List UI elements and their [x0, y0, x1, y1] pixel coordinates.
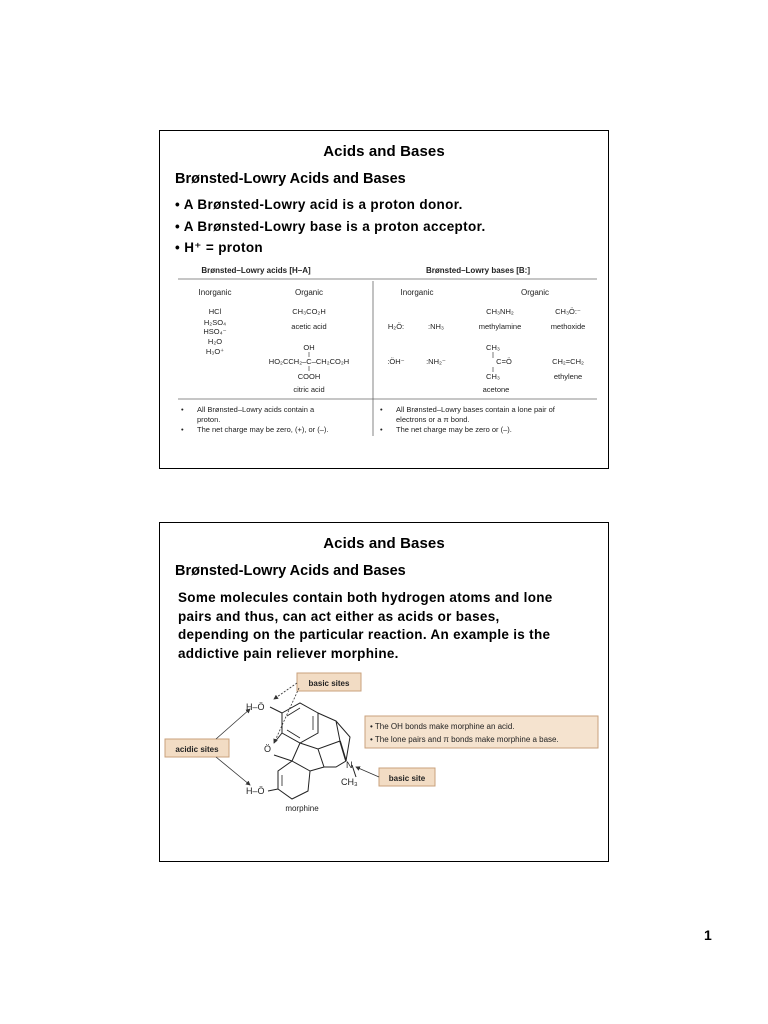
paragraph-line: pairs and thus, can act either as acids or bases, — [178, 608, 500, 624]
citric-acid-oh: OH — [303, 343, 315, 352]
methylamine-name: methylamine — [478, 322, 522, 331]
morphine-note-1: • The OH bonds make morphine an acid. — [370, 722, 515, 731]
acid-base-table — [160, 131, 610, 470]
ring-o-bond-right — [274, 755, 292, 761]
bottom-oh-bond — [268, 789, 278, 791]
acid-h3o: H₃O⁺ — [205, 347, 225, 356]
acid-note-bullet-1: • — [181, 405, 184, 414]
site-arrows — [216, 683, 379, 785]
methyl-label: CH₃ — [341, 777, 358, 787]
basic-site-label: basic site — [388, 774, 426, 783]
acid-h2o: H₂O — [207, 337, 223, 346]
acetic-acid-formula: CH₃CO₂H — [292, 307, 326, 316]
citric-acid-cooh: COOH — [297, 372, 321, 381]
basic-sites-label: basic sites — [308, 679, 350, 688]
methoxide-formula: CH₃Ö:⁻ — [555, 307, 581, 316]
morphine-name: morphine — [285, 804, 319, 813]
middle-ring — [300, 713, 340, 749]
slide-1-title: Acids and Bases — [323, 143, 445, 160]
citric-acid-name: citric acid — [293, 385, 325, 394]
base-note-1b: electrons or a π bond. — [396, 415, 470, 424]
lower-ring — [278, 743, 310, 799]
acid-note-1: All Brønsted–Lowry acids contain a — [197, 405, 315, 414]
acetone-ch3-top: CH₃ — [486, 343, 500, 352]
citric-acid-chain: HO₂CCH₂–C–CH₂CO₂H — [268, 357, 350, 366]
acetone-name: acetone — [482, 385, 510, 394]
acidic-sites-label: acidic sites — [175, 745, 219, 754]
wedge-bond — [340, 741, 346, 761]
arrow-basic-n — [356, 767, 379, 777]
acid-note-2: The net charge may be zero, (+), or (–). — [197, 425, 329, 434]
bridge-bonds — [310, 749, 324, 771]
bases-header: Brønsted–Lowry bases [B:] — [425, 266, 531, 275]
paragraph-line: addictive pain reliever morphine. — [178, 645, 399, 661]
bases-inorganic-header: Inorganic — [400, 288, 434, 297]
arrow-basic-top-o — [274, 683, 297, 699]
slide-2 — [159, 522, 609, 862]
ring-oxygen-label: Ö — [264, 744, 272, 754]
nitrogen-label: N — [346, 760, 353, 770]
base-ammonia: :NH₃ — [428, 322, 444, 331]
acetone-carbonyl: C=Ö — [496, 357, 512, 366]
bullet-proton: • H⁺ = proton — [175, 237, 486, 259]
acid-h2so4: H₂SO₄ — [203, 318, 227, 327]
base-amide: :NH₂⁻ — [426, 357, 446, 366]
acids-inorganic-header: Inorganic — [198, 288, 232, 297]
base-water: H₂Ö: — [387, 322, 405, 331]
bullet-base-definition: • A Brønsted-Lowry base is a proton acceptor. — [175, 216, 486, 238]
bullet-acid-definition: • A Brønsted-Lowry acid is a proton donor. — [175, 194, 486, 216]
methoxide-name: methoxide — [550, 322, 586, 331]
slide-2-subtitle: Brønsted-Lowry Acids and Bases — [175, 563, 406, 579]
aromatic-inner-bonds — [287, 708, 313, 738]
base-hydroxide: :ÖH⁻ — [387, 357, 405, 366]
paragraph-line: Some molecules contain both hydrogen atoms and lone — [178, 590, 553, 605]
slide-1-subtitle: Brønsted-Lowry Acids and Bases — [175, 171, 406, 187]
base-note-bullet-1: • — [380, 405, 383, 414]
acetone-ch3-bottom: CH₃ — [486, 372, 500, 381]
paragraph-line: depending on the particular reaction. An example is the — [178, 627, 551, 642]
acid-note-bullet-2: • — [181, 425, 184, 434]
bases-organic-header: Organic — [520, 288, 550, 297]
ethylene-name: ethylene — [553, 372, 583, 381]
n-methyl-bond — [352, 765, 356, 777]
morphine-figure — [160, 523, 610, 863]
base-note-2: The net charge may be zero or (–). — [396, 425, 512, 434]
arrow-acidic-top — [216, 709, 250, 739]
top-hydroxyl-label: H–Ö — [246, 702, 265, 712]
methylamine-formula: CH₃NH₂ — [486, 307, 514, 316]
morphine-note-2: • The lone pairs and π bonds make morphine a base. — [370, 735, 559, 744]
acid-hcl: HCl — [208, 307, 222, 316]
ethylene-formula: CH₂=CH₂ — [552, 357, 584, 366]
base-note-bullet-2: • — [380, 425, 383, 434]
page-number: 1 — [704, 927, 712, 943]
ring-o-bond-left — [274, 733, 282, 743]
acid-hso4: HSO₄⁻ — [203, 327, 227, 336]
slide-1 — [159, 130, 609, 469]
acid-note-1b: proton. — [197, 415, 221, 424]
top-oh-bond — [270, 707, 282, 713]
slide-2-title: Acids and Bases — [323, 535, 445, 552]
acetic-acid-name: acetic acid — [291, 322, 327, 331]
bottom-hydroxyl-label: H–Ö — [246, 786, 265, 796]
base-note-1: All Brønsted–Lowry bases contain a lone pair of — [396, 405, 555, 414]
acids-organic-header: Organic — [294, 288, 324, 297]
arrow-acidic-bottom — [216, 757, 250, 785]
acids-header: Brønsted–Lowry acids [H–A] — [201, 266, 311, 275]
